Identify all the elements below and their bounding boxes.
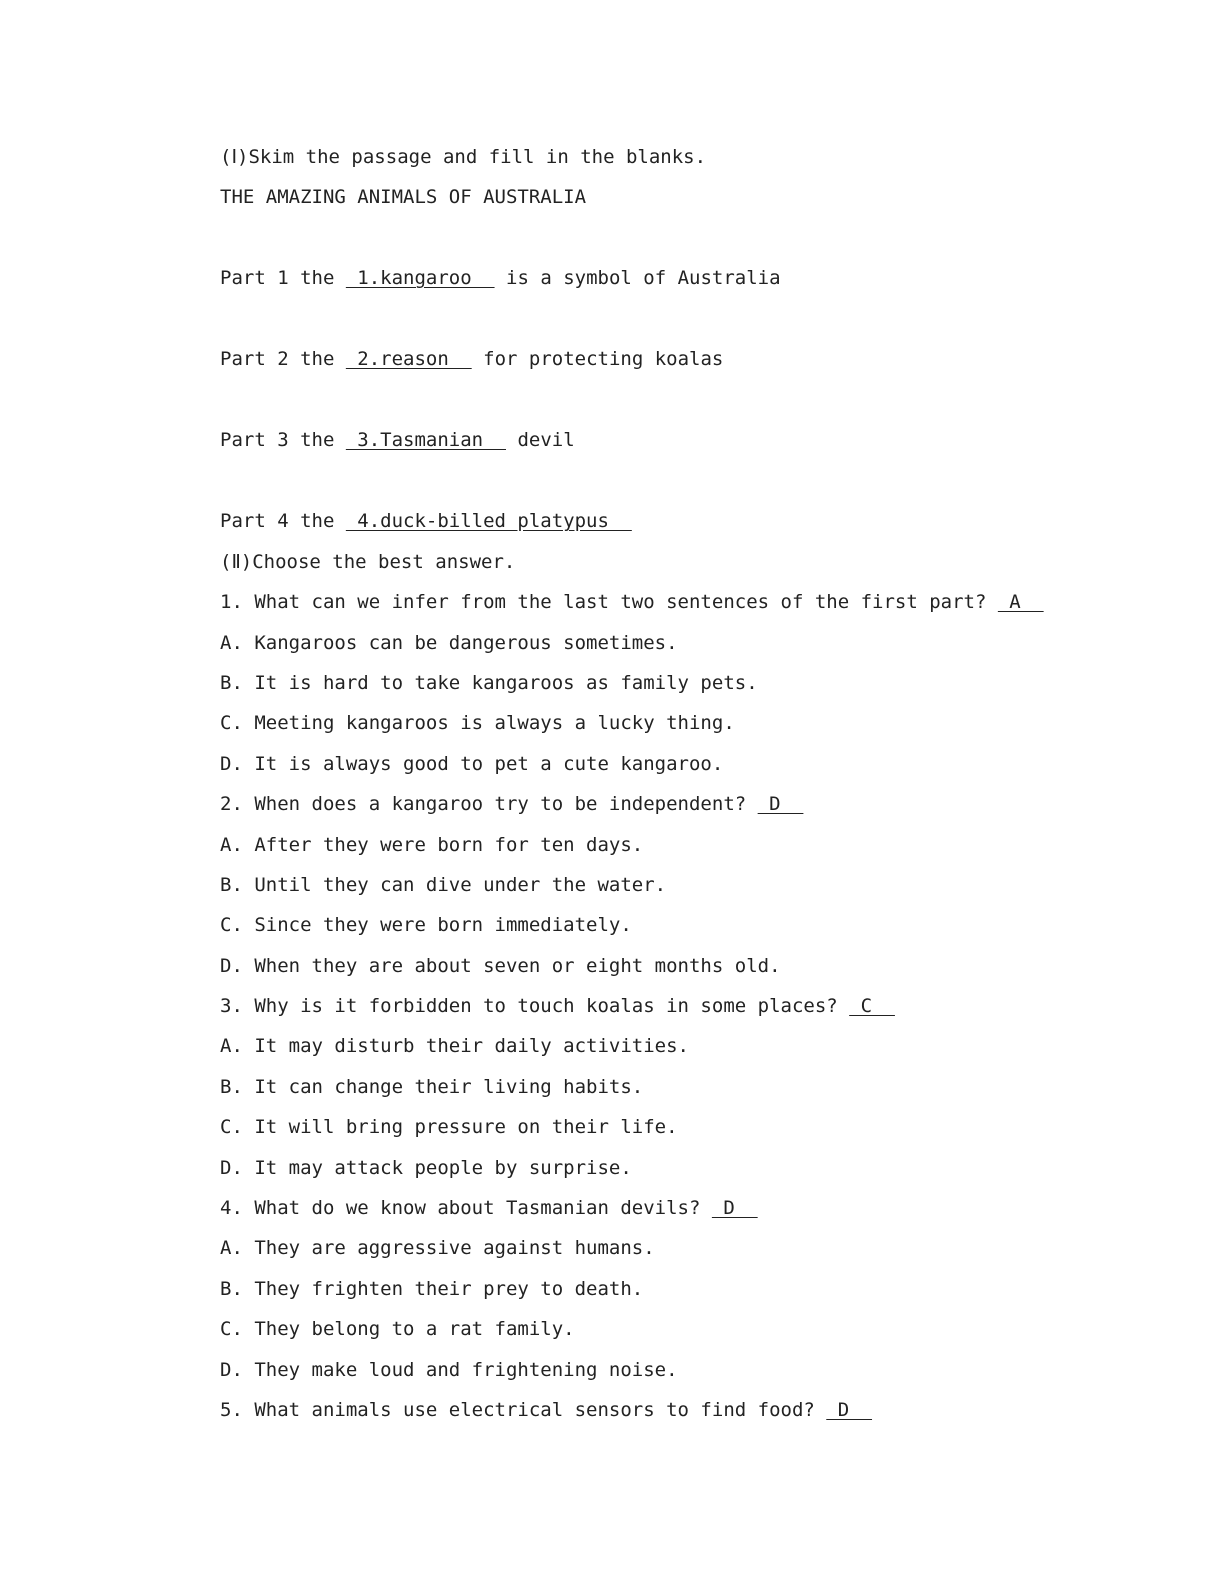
question-stem-1 xyxy=(220,587,1120,627)
part-prefix: Part 4 the xyxy=(220,510,346,533)
option-4d: D. They make loud and frightening noise. xyxy=(220,1358,678,1381)
question-answer: D xyxy=(826,1398,873,1421)
part-line-3 xyxy=(220,385,1120,466)
fill-blank-answer: 2.reason xyxy=(345,348,472,371)
question-stem-2 xyxy=(220,789,1120,829)
question-stem-3 xyxy=(220,991,1120,1031)
question-answer: D xyxy=(757,793,804,816)
part-line-4 xyxy=(220,466,1120,547)
question-answer: C xyxy=(849,995,895,1018)
part-line-2 xyxy=(220,304,1120,385)
question-stem-5 xyxy=(220,1395,1120,1435)
passage-title: THE AMAZING ANIMALS OF AUSTRALIA xyxy=(220,186,587,209)
part-suffix: for protecting koalas xyxy=(471,348,724,371)
option-4c: C. They belong to a rat family. xyxy=(220,1318,575,1341)
question-text: 3. Why is it forbidden to touch koalas in some places? xyxy=(220,995,850,1018)
part-prefix: Part 1 the xyxy=(220,267,346,290)
part-prefix: Part 3 the xyxy=(220,429,346,452)
option-2d: D. When they are about seven or eight months old. xyxy=(220,954,781,977)
question-answer: A xyxy=(997,591,1044,614)
question-text: 5. What animals use electrical sensors to find food? xyxy=(220,1398,827,1421)
option-1d: D. It is always good to pet a cute kangaroo. xyxy=(220,752,724,775)
part-prefix: Part 2 the xyxy=(220,348,346,371)
question-text: 4. What do we know about Tasmanian devils? xyxy=(220,1197,712,1220)
option-1a: A. Kangaroos can be dangerous sometimes. xyxy=(220,631,678,654)
question-text: 1. What can we infer from the last two sentences of the first part? xyxy=(220,591,998,614)
fill-blank-answer: 3.Tasmanian xyxy=(345,429,506,452)
question-answer: D xyxy=(711,1197,758,1220)
question-stem-4 xyxy=(220,1193,1120,1233)
part-line-1 xyxy=(220,223,1120,304)
option-1b: B. It is hard to take kangaroos as family pets. xyxy=(220,671,758,694)
option-3a: A. It may disturb their daily activities. xyxy=(220,1035,689,1058)
section1-heading: (Ⅰ)Skim the passage and fill in the blanks. xyxy=(220,146,707,168)
fill-blank-answer: 1.kangaroo xyxy=(345,267,495,290)
option-3b: B. It can change their living habits. xyxy=(220,1075,644,1098)
option-3d: D. It may attack people by surprise. xyxy=(220,1156,632,1179)
part-suffix: devil xyxy=(506,429,575,452)
option-2b: B. Until they can dive under the water. xyxy=(220,873,667,896)
option-4a: A. They are aggressive against humans. xyxy=(220,1237,655,1260)
option-4b: B. They frighten their prey to death. xyxy=(220,1277,644,1300)
section2-heading: (Ⅱ)Choose the best answer. xyxy=(220,550,516,573)
fill-blank-answer: 4.duck-billed platypus xyxy=(345,510,632,533)
option-2a: A. After they were born for ten days. xyxy=(220,833,644,856)
document-content xyxy=(220,142,1120,1435)
option-1c: C. Meeting kangaroos is always a lucky thing. xyxy=(220,712,735,735)
option-2c: C. Since they were born immediately. xyxy=(220,914,632,937)
question-text: 2. When does a kangaroo try to be independent? xyxy=(220,793,758,816)
option-3c: C. It will bring pressure on their life. xyxy=(220,1116,678,1139)
part-suffix: is a symbol of Australia xyxy=(494,267,781,290)
